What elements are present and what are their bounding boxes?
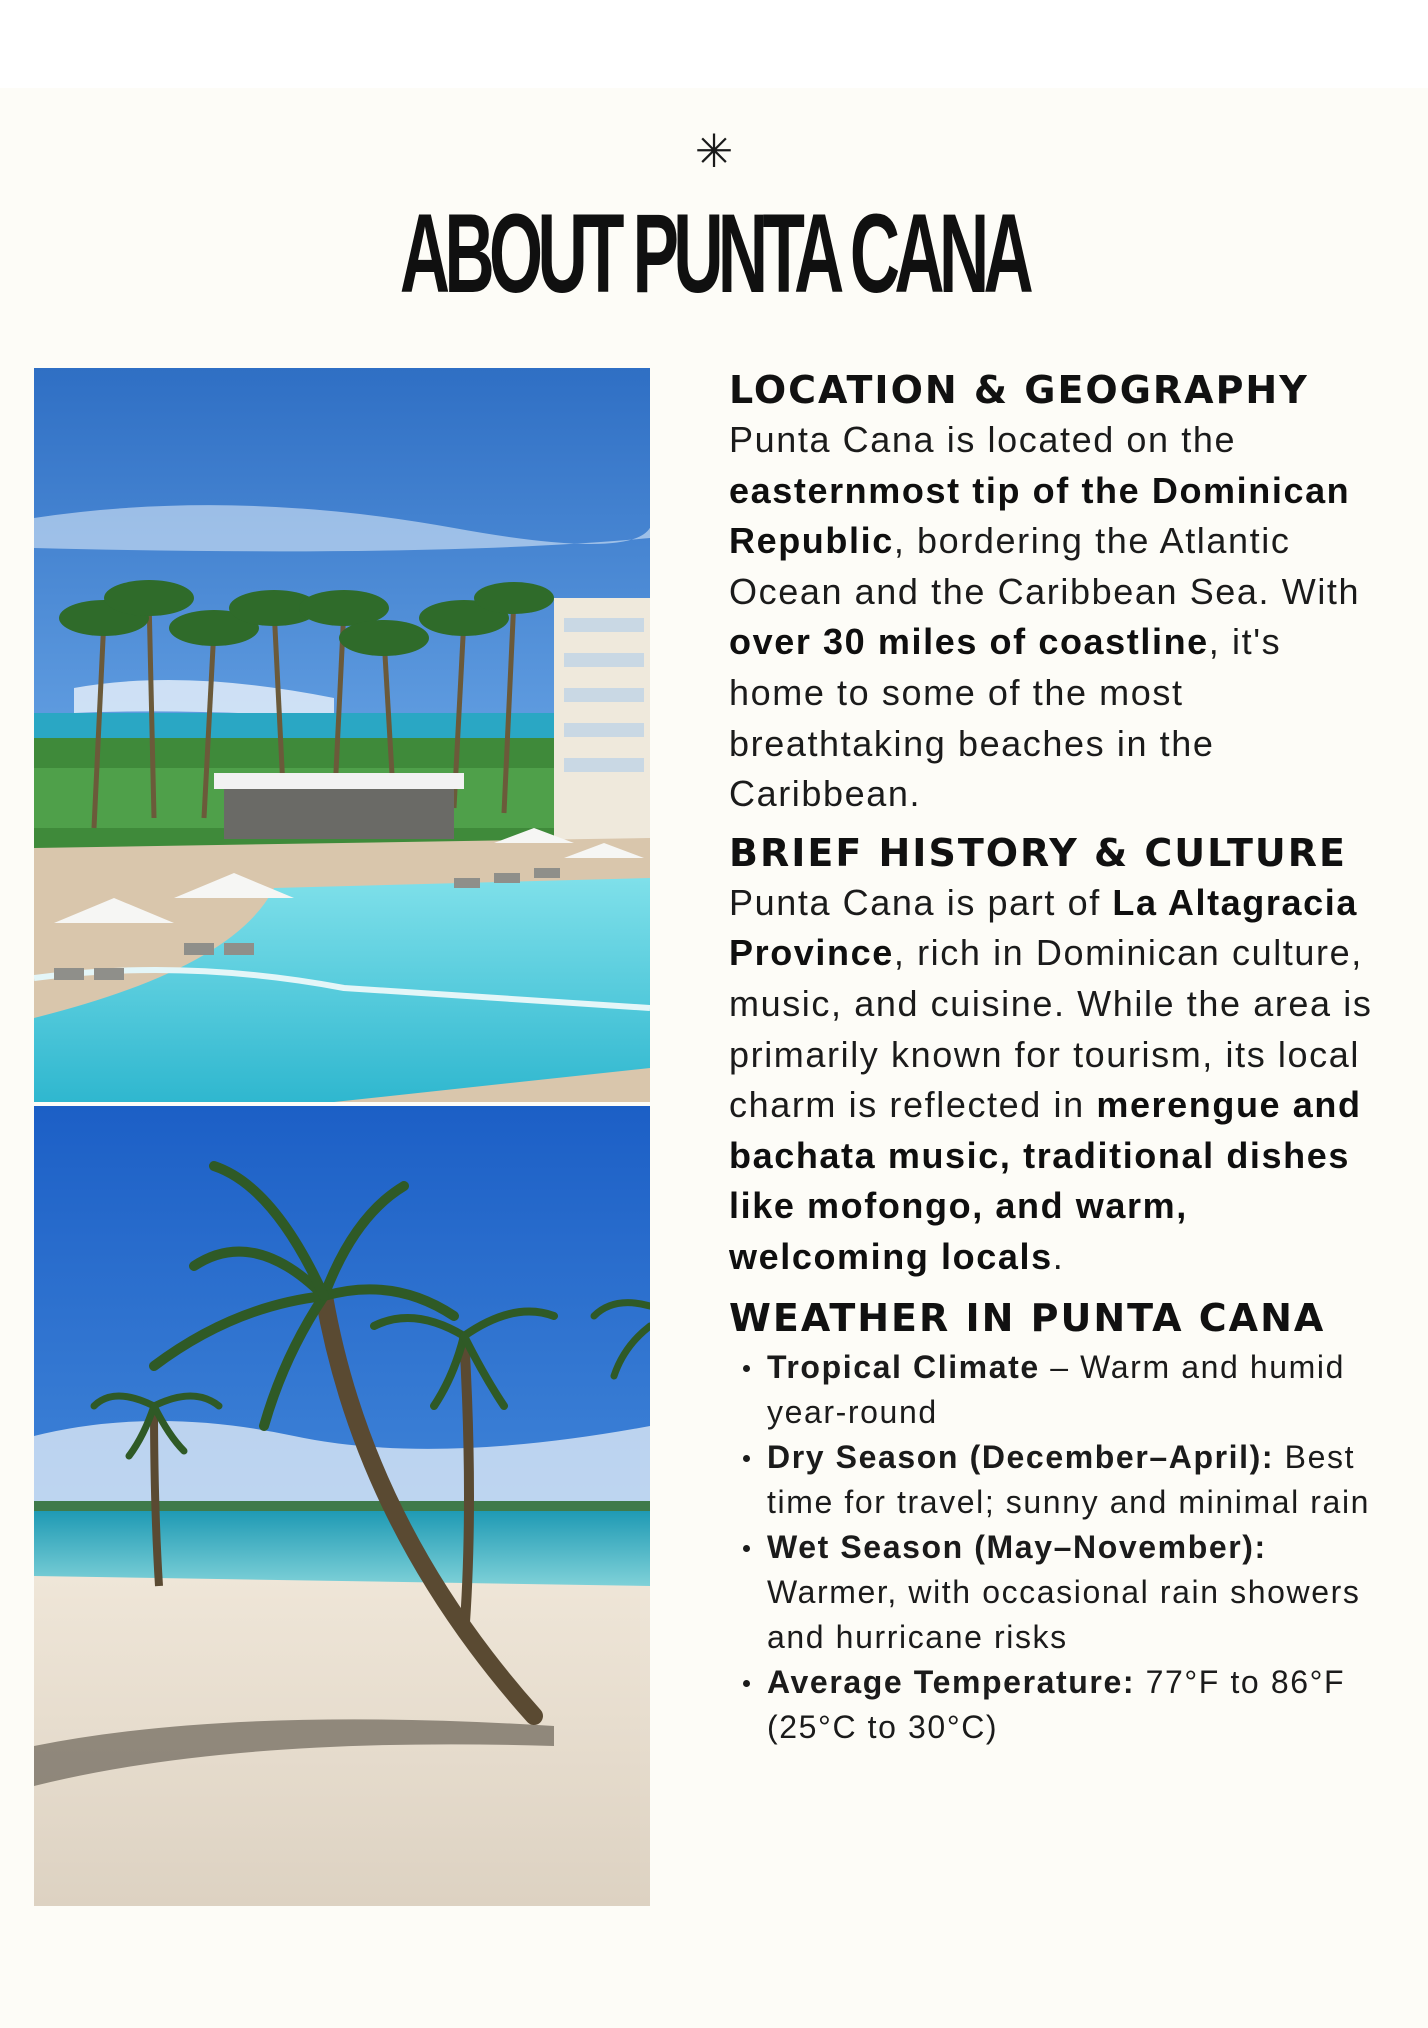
- weather-item-label: Tropical Climate: [767, 1348, 1040, 1385]
- weather-heading: WEATHER IN PUNTA CANA: [729, 1295, 1326, 1340]
- location-bold-1: easternmost tip of the Dominican Republic: [729, 469, 1351, 562]
- weather-item: [729, 1435, 1389, 1525]
- location-heading: LOCATION & GEOGRAPHY: [729, 368, 1309, 412]
- weather-item-text: – Warm and humid year-round: [767, 1348, 1346, 1430]
- location-text-1: Punta Cana is located on the: [729, 419, 1237, 460]
- history-bold-1: La Altagracia Province: [729, 881, 1358, 974]
- weather-item: [729, 1525, 1389, 1660]
- history-bold-2: merengue and bachata music, traditional dishes like mofongo, and warm, welcoming locals: [729, 1084, 1362, 1277]
- text-column: [729, 365, 1389, 1750]
- page-title: ABOUT PUNTA CANA: [399, 191, 1029, 316]
- history-heading: BRIEF HISTORY & CULTURE: [729, 830, 1348, 875]
- resort-pool-photo: [34, 368, 650, 1102]
- weather-item-label: Average Temperature:: [767, 1663, 1136, 1700]
- history-text-2: , rich in Dominican culture, music, and cuisine. While the area is primarily known for tourism, its local charm is reflected in: [729, 932, 1373, 1126]
- page: [0, 88, 1428, 2028]
- history-paragraph: [729, 878, 1389, 1283]
- weather-list: [729, 1345, 1389, 1750]
- weather-item-label: Dry Season (December–April):: [767, 1438, 1275, 1475]
- weather-item-text: Best time for travel; sunny and minimal rain: [767, 1438, 1371, 1520]
- weather-item-label: Wet Season (May–November):: [767, 1528, 1267, 1565]
- beach-palm-photo: [34, 1106, 650, 1906]
- location-text-2: , bordering the Atlantic Ocean and the Caribbean Sea. With: [729, 520, 1361, 612]
- weather-item: [729, 1660, 1389, 1750]
- weather-item-text: 77°F to 86°F (25°C to 30°C): [767, 1663, 1346, 1745]
- weather-item-text: Warmer, with occasional rain showers and hurricane risks: [767, 1573, 1361, 1655]
- history-text-3: .: [1052, 1235, 1065, 1277]
- history-text-1: Punta Cana is part of: [729, 881, 1113, 923]
- weather-item: [729, 1345, 1389, 1435]
- location-paragraph: [729, 415, 1389, 820]
- asterisk-icon: ✳: [694, 124, 734, 178]
- location-text-3: , it's home to some of the most breathtaking beaches in the Caribbean.: [729, 621, 1282, 815]
- location-bold-2: over 30 miles of coastline: [729, 621, 1209, 663]
